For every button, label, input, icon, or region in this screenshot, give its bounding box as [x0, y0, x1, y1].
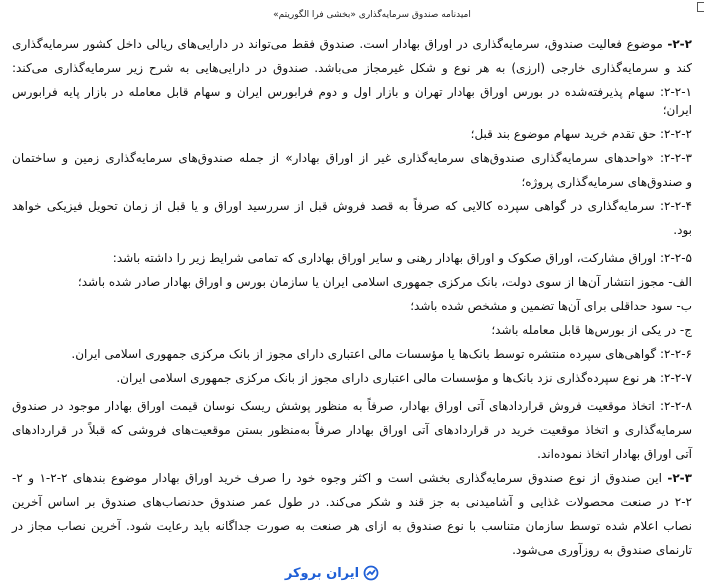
- section-number: ۲-۲-: [667, 37, 692, 51]
- paragraph-line: ۲-۲- موضوع فعالیت صندوق، سرمایه‌گذاری در اوراق بهادار است. صندوق فقط می‌تواند در دارایی‌های ریالی داخل کشور سرمایه‌گذاری: [12, 37, 692, 51]
- paragraph-line: ب- سود حداقلی برای آن‌ها تضمین و مشخص شده باشد؛: [410, 299, 692, 313]
- paragraph-line: و صندوق‌های سرمایه‌گذاری پروژه؛: [521, 175, 692, 189]
- page-header: امیدنامه صندوق سرمایه‌گذاری «بخشی فرا الگوریتم»: [273, 10, 471, 20]
- paragraph-line: بود.: [673, 223, 692, 237]
- paragraph-line: ۲-۲-۱: سهام پذیرفته‌شده در بورس اوراق بهادار تهران و بازار اول و دوم فرابورس ایران و سهام قابل معامله در بازار پایه فرابورس ایران؛: [12, 85, 692, 117]
- paragraph-line: ۲-۳- این صندوق از نوع صندوق سرمایه‌گذاری بخشی است و اکثر وجوه خود را صرف خرید اوراق بهادار موضوع بندهای ۲-۲-۱ و ۲-: [12, 471, 692, 485]
- paragraph-line: ۲-۲-۶: گواهی‌های سپرده منتشره توسط بانک‌ها یا مؤسسات مالی اعتباری دارای مجوز از بانک مرکزی جمهوری اسلامی ایران.: [71, 347, 692, 361]
- paragraph-line: ۲-۲-۵: اوراق مشارکت، اوراق صکوک و اوراق بهادار رهنی و سایر اوراق بهاداری که تمامی شرایط زیر را داشته باشد:: [112, 251, 692, 265]
- paragraph-line: نصاب اعلام شده توسط سازمان متناسب با نوع صندوق به ازای هر صنعت به صورت جداگانه باید رعایت شود. آخرین نصاب مجاز در: [12, 519, 692, 533]
- paragraph-line: کند و سرمایه‌گذاری خارجی (ارزی) به هر نوع و شکل غیرمجاز می‌باشد. صندوق در دارایی‌هایی به شرح زیر سرمایه‌گذاری می‌کند:: [12, 61, 692, 75]
- paragraph-line: ۲-۲-۲: حق تقدم خرید سهام موضوع بند قبل؛: [470, 127, 692, 141]
- paragraph-line: سرمایه‌گذاری و اتخاذ موقعیت خرید در قراردادهای آتی اوراق بهادار صرفاً به‌منظور بستن موقعیت‌های فروشی که قبلاً در قراردادهای: [12, 423, 692, 437]
- paragraph-line: تارنمای صندوق به روزآوری می‌شود.: [512, 543, 692, 557]
- paragraph-line: آتی اوراق بهادار اتخاذ نموده‌اند.: [537, 447, 692, 461]
- paragraph-line: ج- در یکی از بورس‌ها قابل معامله باشد؛: [491, 323, 692, 337]
- paragraph-line: ۲-۲-۴: سرمایه‌گذاری در گواهی سپرده کالایی که صرفاً به قصد فروش قبل از سررسید اوراق و یا قبل از زمان تحویل فیزیکی خواهد: [12, 199, 692, 213]
- paragraph-line: ۲-۲-۷: هر نوع سپرده‌گذاری نزد بانک‌ها و مؤسسات مالی اعتباری دارای مجوز از بانک مرکزی جمهوری اسلامی ایران.: [116, 371, 692, 385]
- paragraph-line: ۲-۲-۳: «واحدهای سرمایه‌گذاری صندوق‌های سرمایه‌گذاری غیر از اوراق بهادار» از جمله صندوق‌های سرمایه‌گذاری زمین و ساختمان: [12, 151, 692, 165]
- watermark-text: ایران بروکر: [284, 565, 360, 581]
- section-number: ۲-۳-: [667, 471, 692, 485]
- paragraph-line: ۲-۲ در صنعت محصولات غذایی و آشامیدنی به جز قند و شکر می‌کند. در طول عمر صندوق حدنصاب‌های صندوق بر اساس آخرین: [12, 495, 692, 509]
- chart-trend-icon: [363, 565, 379, 581]
- paragraph-line: الف- مجوز انتشار آن‌ها از سوی دولت، بانک مرکزی جمهوری اسلامی ایران یا سازمان بورس و اوراق بهادار صادر شده باشد؛: [77, 275, 692, 289]
- paragraph-line: ۲-۲-۸: اتخاذ موقعیت فروش قراردادهای آتی اوراق بهادار، صرفاً به منظور پوشش ریسک نوسان قیمت اوراق بهادار موجود در صندوق: [12, 399, 692, 413]
- watermark-logo: [12, 565, 692, 581]
